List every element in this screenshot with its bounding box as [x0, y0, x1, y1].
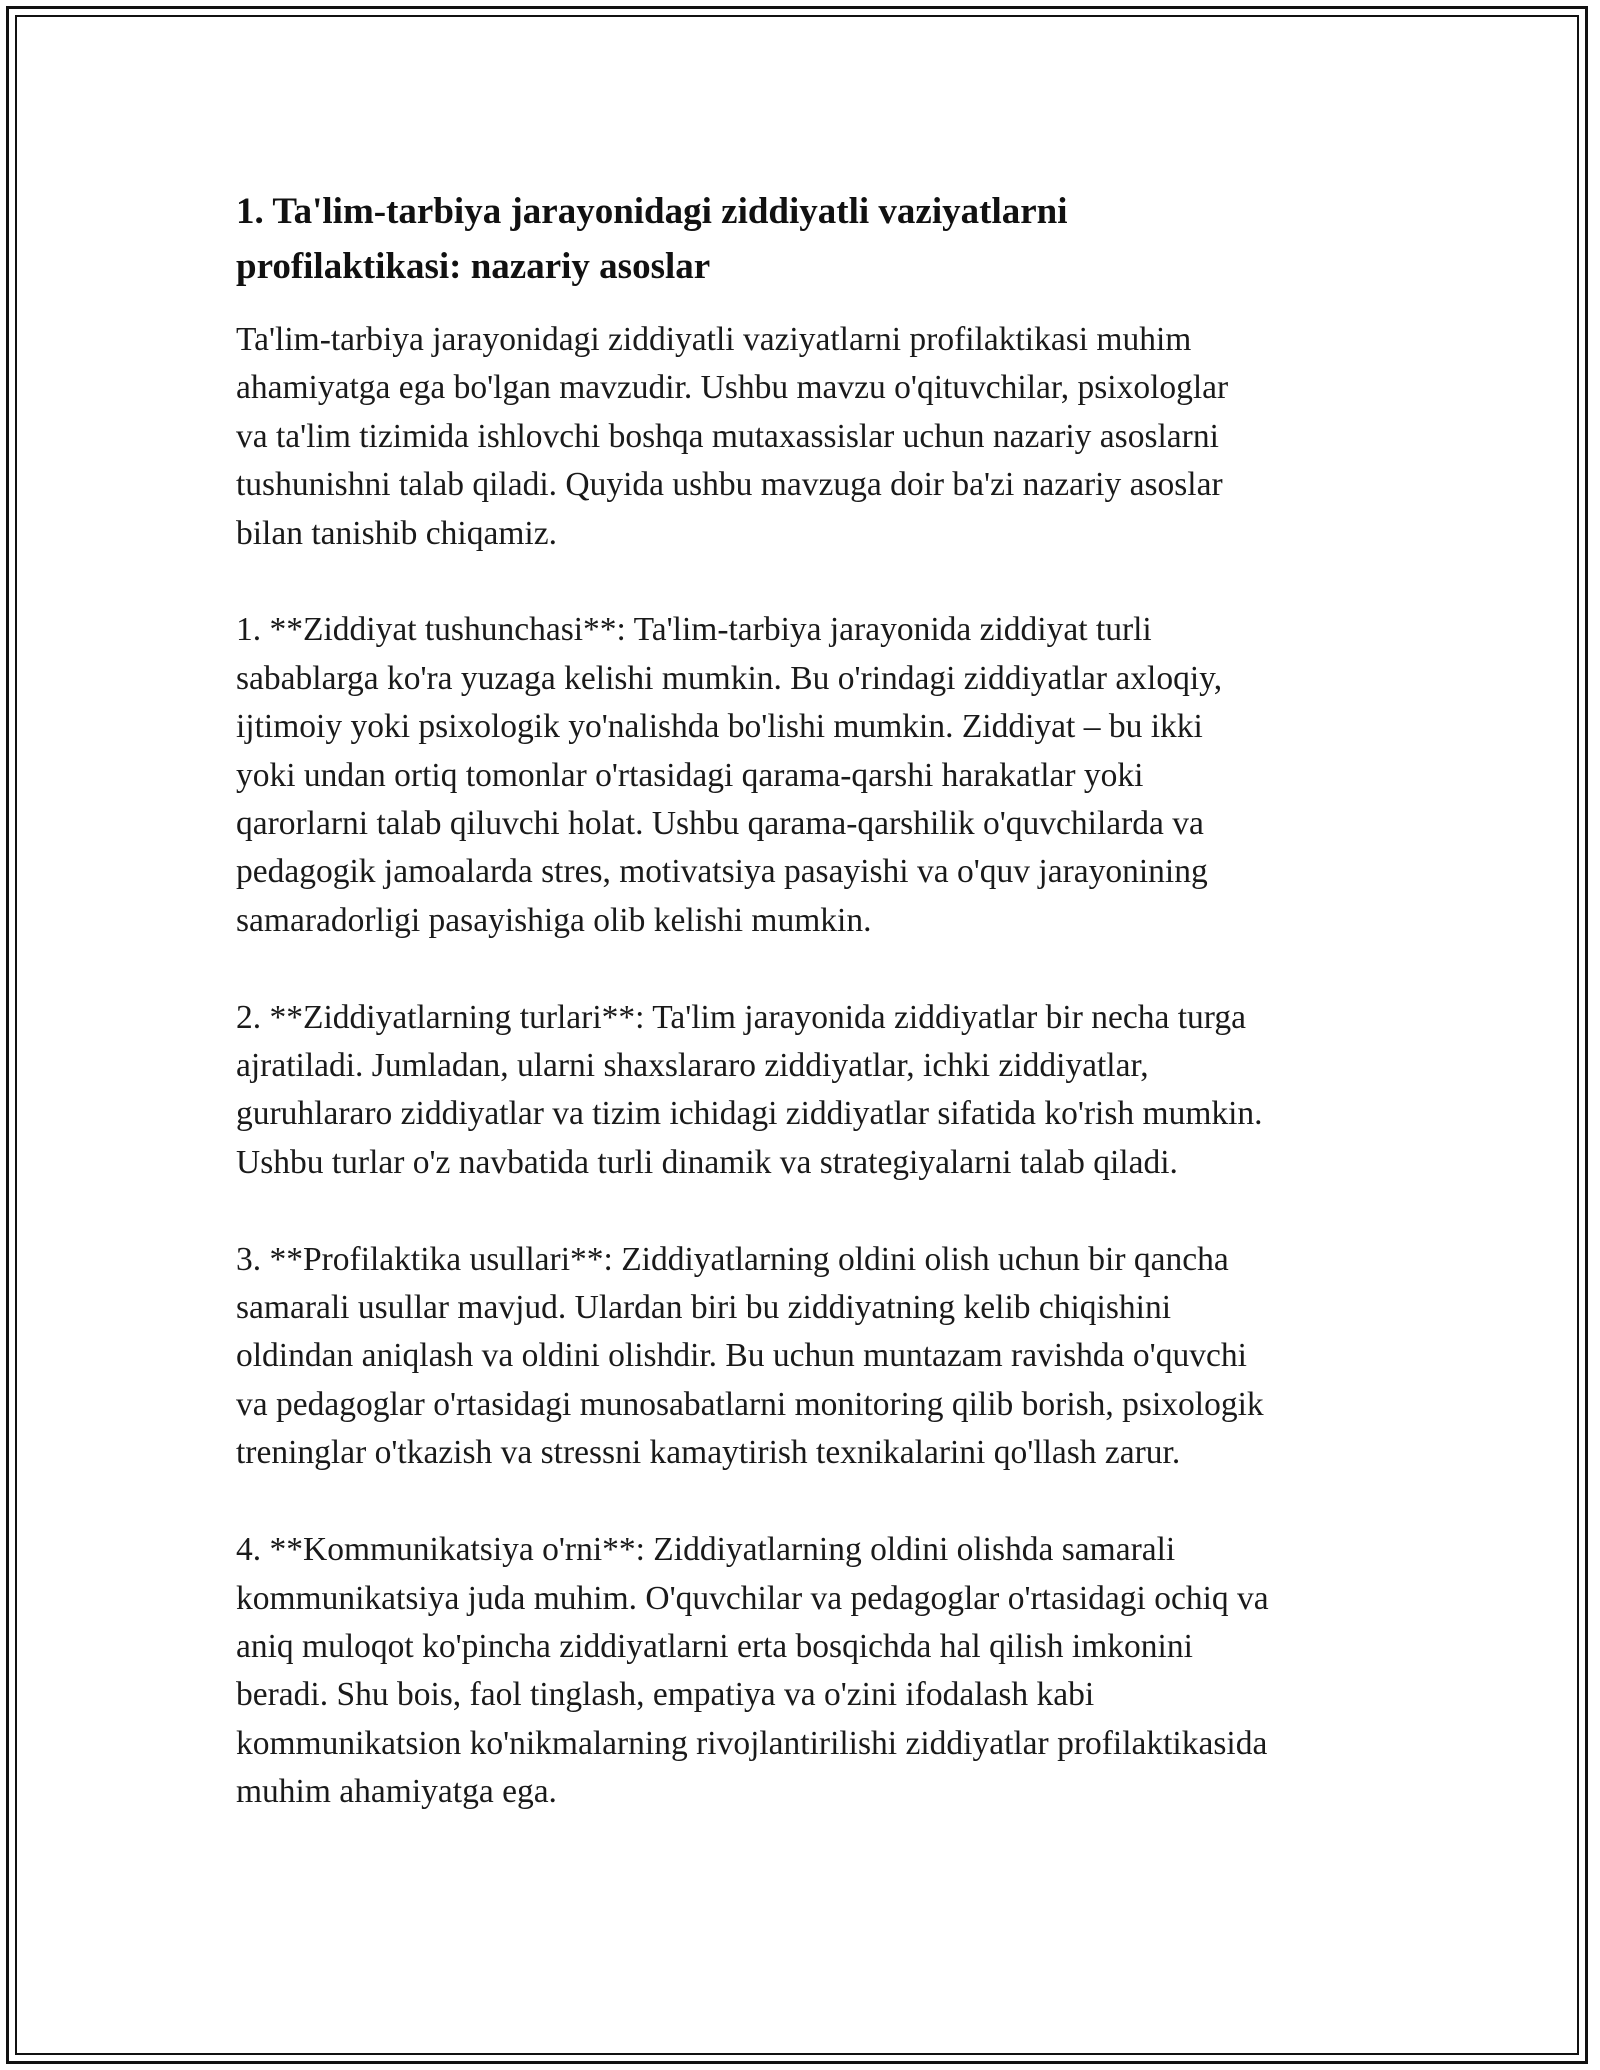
paragraph-item-3 — [236, 1236, 1396, 1478]
heading-line: profilaktikasi: nazariy asoslar — [236, 246, 711, 287]
text-line: guruhlararo ziddiyatlar va tizim ichidagi ziddiyatlar sifatida ko'rish mumkin. — [236, 1095, 1263, 1133]
text-line: muhim ahamiyatga ega. — [236, 1773, 557, 1811]
text-line: pedagogik jamoalarda stres, motivatsiya pasayishi va o'quv jarayonining — [236, 853, 1208, 891]
text-line: kommunikatsion ko'nikmalarning rivojlantirilishi ziddiyatlar profilaktikasida — [236, 1724, 1268, 1762]
text-line: 2. **Ziddiyatlarning turlari**: Ta'lim jarayonida ziddiyatlar bir necha turga — [236, 998, 1246, 1036]
paragraph-intro — [236, 316, 1396, 558]
text-line: kommunikatsiya juda muhim. O'quvchilar va pedagoglar o'rtasidagi ochiq va — [236, 1579, 1269, 1617]
text-line: qarorlarni talab qiluvchi holat. Ushbu qarama-qarshilik o'quvchilarda va — [236, 805, 1204, 843]
text-line: 1. **Ziddiyat tushunchasi**: Ta'lim-tarbiya jarayonida ziddiyat turli — [236, 611, 1152, 649]
text-line: ijtimoiy yoki psixologik yo'nalishda bo'lishi mumkin. Ziddiyat – bu ikki — [236, 708, 1203, 746]
text-line: beradi. Shu bois, faol tinglash, empatiya va o'zini ifodalash kabi — [236, 1676, 1095, 1714]
text-line: sabablarga ko'ra yuzaga kelishi mumkin. Bu o'rindagi ziddiyatlar axloqiy, — [236, 659, 1223, 697]
section-heading — [236, 184, 1396, 294]
text-line: va pedagoglar o'rtasidagi munosabatlarni monitoring qilib borish, psixologik — [236, 1385, 1264, 1423]
text-line: tushunishni talab qiladi. Quyida ushbu mavzuga doir ba'zi nazariy asoslar — [236, 466, 1223, 504]
text-line: bilan tanishib chiqamiz. — [236, 514, 557, 552]
text-line: ajratiladi. Jumladan, ularni shaxslararo ziddiyatlar, ichki ziddiyatlar, — [236, 1047, 1149, 1085]
paragraph-item-2 — [236, 994, 1396, 1188]
text-line: va ta'lim tizimida ishlovchi boshqa mutaxassislar uchun nazariy asoslarni — [236, 417, 1219, 455]
text-line: 3. **Profilaktika usullari**: Ziddiyatlarning oldini olish uchun bir qancha — [236, 1240, 1229, 1278]
text-line: samarali usullar mavjud. Ulardan biri bu ziddiyatning kelib chiqishini — [236, 1289, 1172, 1327]
document-body — [236, 184, 1396, 1865]
text-line: treninglar o'tkazish va stressni kamaytirish texnikalarini qo'llash zarur. — [236, 1434, 1181, 1472]
heading-line: 1. Ta'lim-tarbiya jarayonidagi ziddiyatli vaziyatlarni — [236, 191, 1068, 232]
paragraph-item-1 — [236, 606, 1396, 945]
paragraph-item-4 — [236, 1526, 1396, 1816]
text-line: aniq muloqot ko'pincha ziddiyatlarni erta bosqichda hal qilish imkonini — [236, 1627, 1193, 1665]
text-line: yoki undan ortiq tomonlar o'rtasidagi qarama-qarshi harakatlar yoki — [236, 756, 1144, 794]
text-line: 4. **Kommunikatsiya o'rni**: Ziddiyatlarning oldini olishda samarali — [236, 1531, 1176, 1569]
text-line: Ushbu turlar o'z navbatida turli dinamik va strategiyalarni talab qiladi. — [236, 1143, 1178, 1181]
text-line: ahamiyatga ega bo'lgan mavzudir. Ushbu mavzu o'qituvchilar, psixologlar — [236, 369, 1229, 407]
text-line: oldindan aniqlash va oldini olishdir. Bu uchun muntazam ravishda o'quvchi — [236, 1337, 1247, 1375]
text-line: Ta'lim-tarbiya jarayonidagi ziddiyatli vaziyatlarni profilaktikasi muhim — [236, 321, 1192, 358]
text-line: samaradorligi pasayishiga olib kelishi mumkin. — [236, 901, 872, 939]
